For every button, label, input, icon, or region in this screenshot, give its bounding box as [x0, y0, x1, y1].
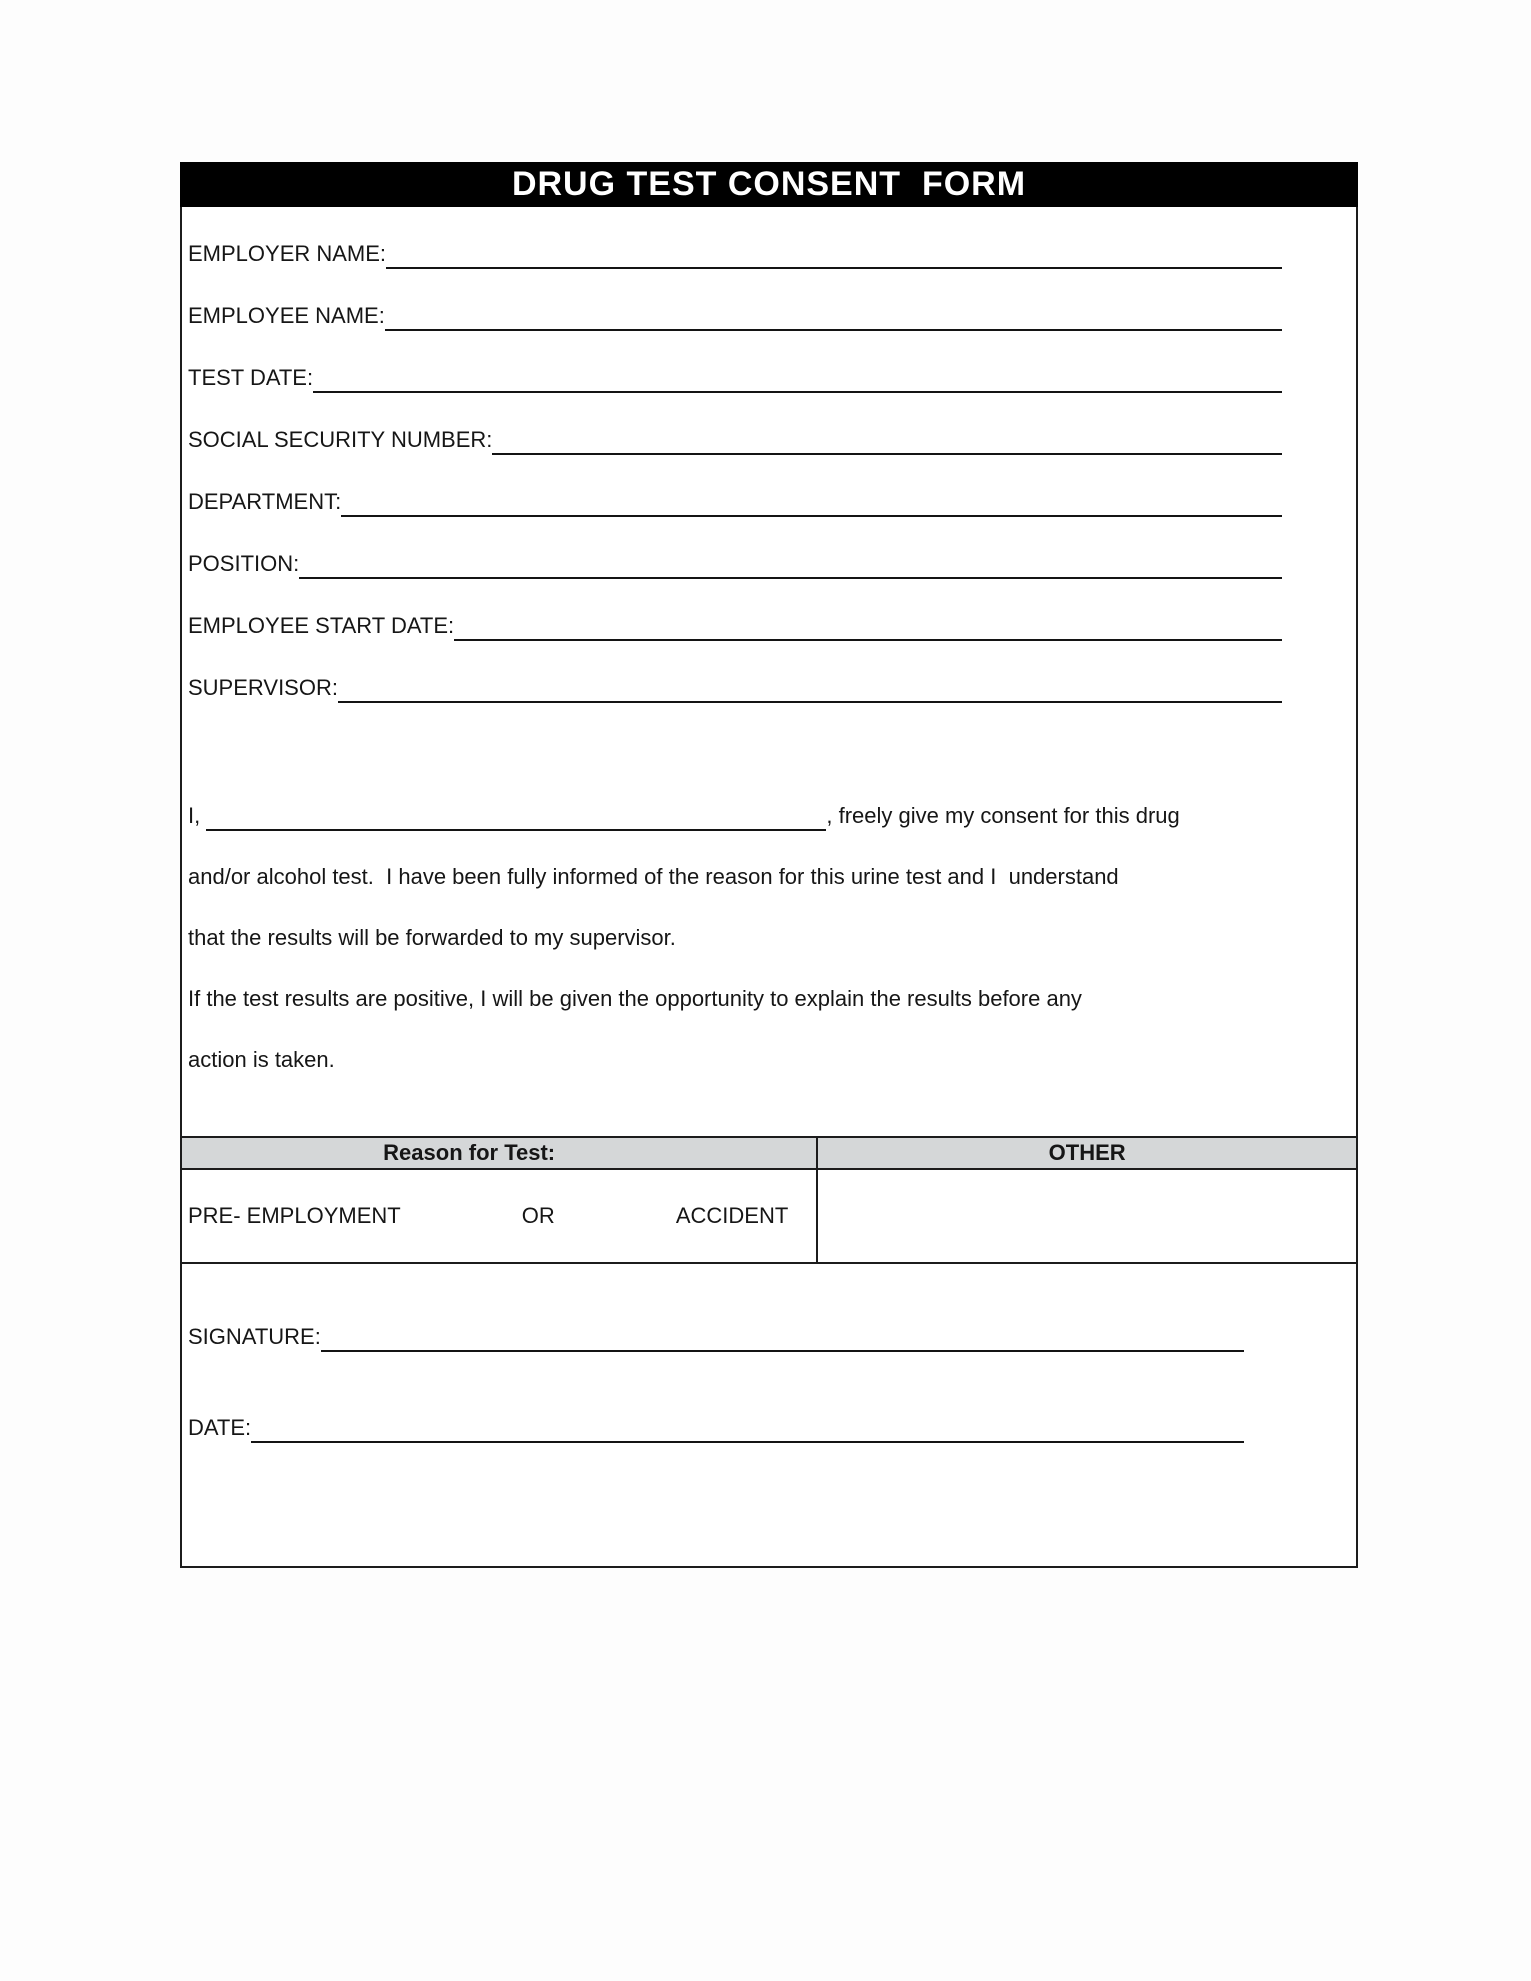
social-security-number-label: SOCIAL SECURITY NUMBER:	[188, 427, 493, 452]
employer-name-label: EMPLOYER NAME:	[188, 241, 387, 266]
position-row	[188, 517, 1282, 579]
employee-start-date-row	[188, 579, 1282, 641]
signature-label: SIGNATURE:	[188, 1324, 321, 1349]
employer-name-blank[interactable]	[386, 237, 1282, 269]
employer-name-row	[188, 207, 1282, 269]
department-row	[188, 455, 1282, 517]
supervisor-row	[188, 641, 1282, 703]
consent-line-1	[188, 803, 1286, 864]
option-accident[interactable]: ACCIDENT	[675, 1203, 789, 1228]
consent-line-5-text: action is taken.	[188, 1047, 335, 1072]
reason-table-header-row	[182, 1138, 1356, 1170]
position-blank[interactable]	[299, 547, 1282, 579]
employee-name-row	[188, 269, 1282, 331]
signature-section	[182, 1290, 1356, 1443]
test-date-label: TEST DATE:	[188, 365, 314, 390]
reason-table-body-row	[182, 1170, 1356, 1264]
department-blank[interactable]	[341, 485, 1282, 517]
date-blank[interactable]	[251, 1411, 1244, 1443]
employee-name-blank[interactable]	[385, 299, 1282, 331]
date-row	[188, 1381, 1244, 1443]
form-title: DRUG TEST CONSENT FORM	[511, 165, 1027, 203]
consent-intro: I,	[188, 803, 201, 828]
reason-header-cell	[182, 1138, 818, 1168]
option-or-text: OR	[521, 1203, 555, 1228]
employee-start-date-label: EMPLOYEE START DATE:	[188, 613, 455, 638]
form-title-bar	[180, 162, 1358, 207]
consent-line-3-text: that the results will be forwarded to my supervisor.	[188, 925, 676, 950]
consent-line-2-text: and/or alcohol test. I have been fully informed of the reason for this urine test and I understand	[188, 864, 1119, 889]
employee-name-label: EMPLOYEE NAME:	[188, 303, 385, 328]
supervisor-label: SUPERVISOR:	[188, 675, 338, 700]
signature-blank[interactable]	[321, 1320, 1244, 1352]
consent-paragraph	[182, 803, 1356, 1108]
social-security-number-row	[188, 393, 1282, 455]
reason-for-test-table	[182, 1136, 1356, 1264]
test-date-blank[interactable]	[313, 361, 1282, 393]
consent-after-blank: , freely give my consent for this drug	[826, 803, 1180, 828]
signature-row	[188, 1290, 1244, 1352]
consent-line-4-text: If the test results are positive, I will be given the opportunity to explain the results before any	[188, 986, 1082, 1011]
consent-line-4	[188, 986, 1286, 1047]
test-date-row	[188, 331, 1282, 393]
employee-start-date-blank[interactable]	[454, 609, 1282, 641]
other-writein-area[interactable]	[818, 1170, 1356, 1262]
reason-options-cell	[182, 1170, 818, 1262]
consent-name-blank[interactable]	[206, 803, 826, 831]
consent-line-5	[188, 1047, 1286, 1108]
consent-line-2	[188, 864, 1286, 925]
date-label: DATE:	[188, 1415, 252, 1440]
other-header-cell	[818, 1138, 1356, 1168]
position-label: POSITION:	[188, 551, 300, 576]
header-fields	[182, 207, 1356, 703]
drug-test-consent-form	[180, 162, 1358, 1568]
option-pre-employment[interactable]: PRE- EMPLOYMENT	[188, 1203, 401, 1228]
consent-line-3	[188, 925, 1286, 986]
other-header: OTHER	[1048, 1140, 1126, 1165]
department-label: DEPARTMENT:	[188, 489, 342, 514]
social-security-number-blank[interactable]	[492, 423, 1282, 455]
supervisor-blank[interactable]	[338, 671, 1282, 703]
form-body	[180, 207, 1358, 1568]
reason-for-test-header: Reason for Test:	[383, 1140, 556, 1165]
